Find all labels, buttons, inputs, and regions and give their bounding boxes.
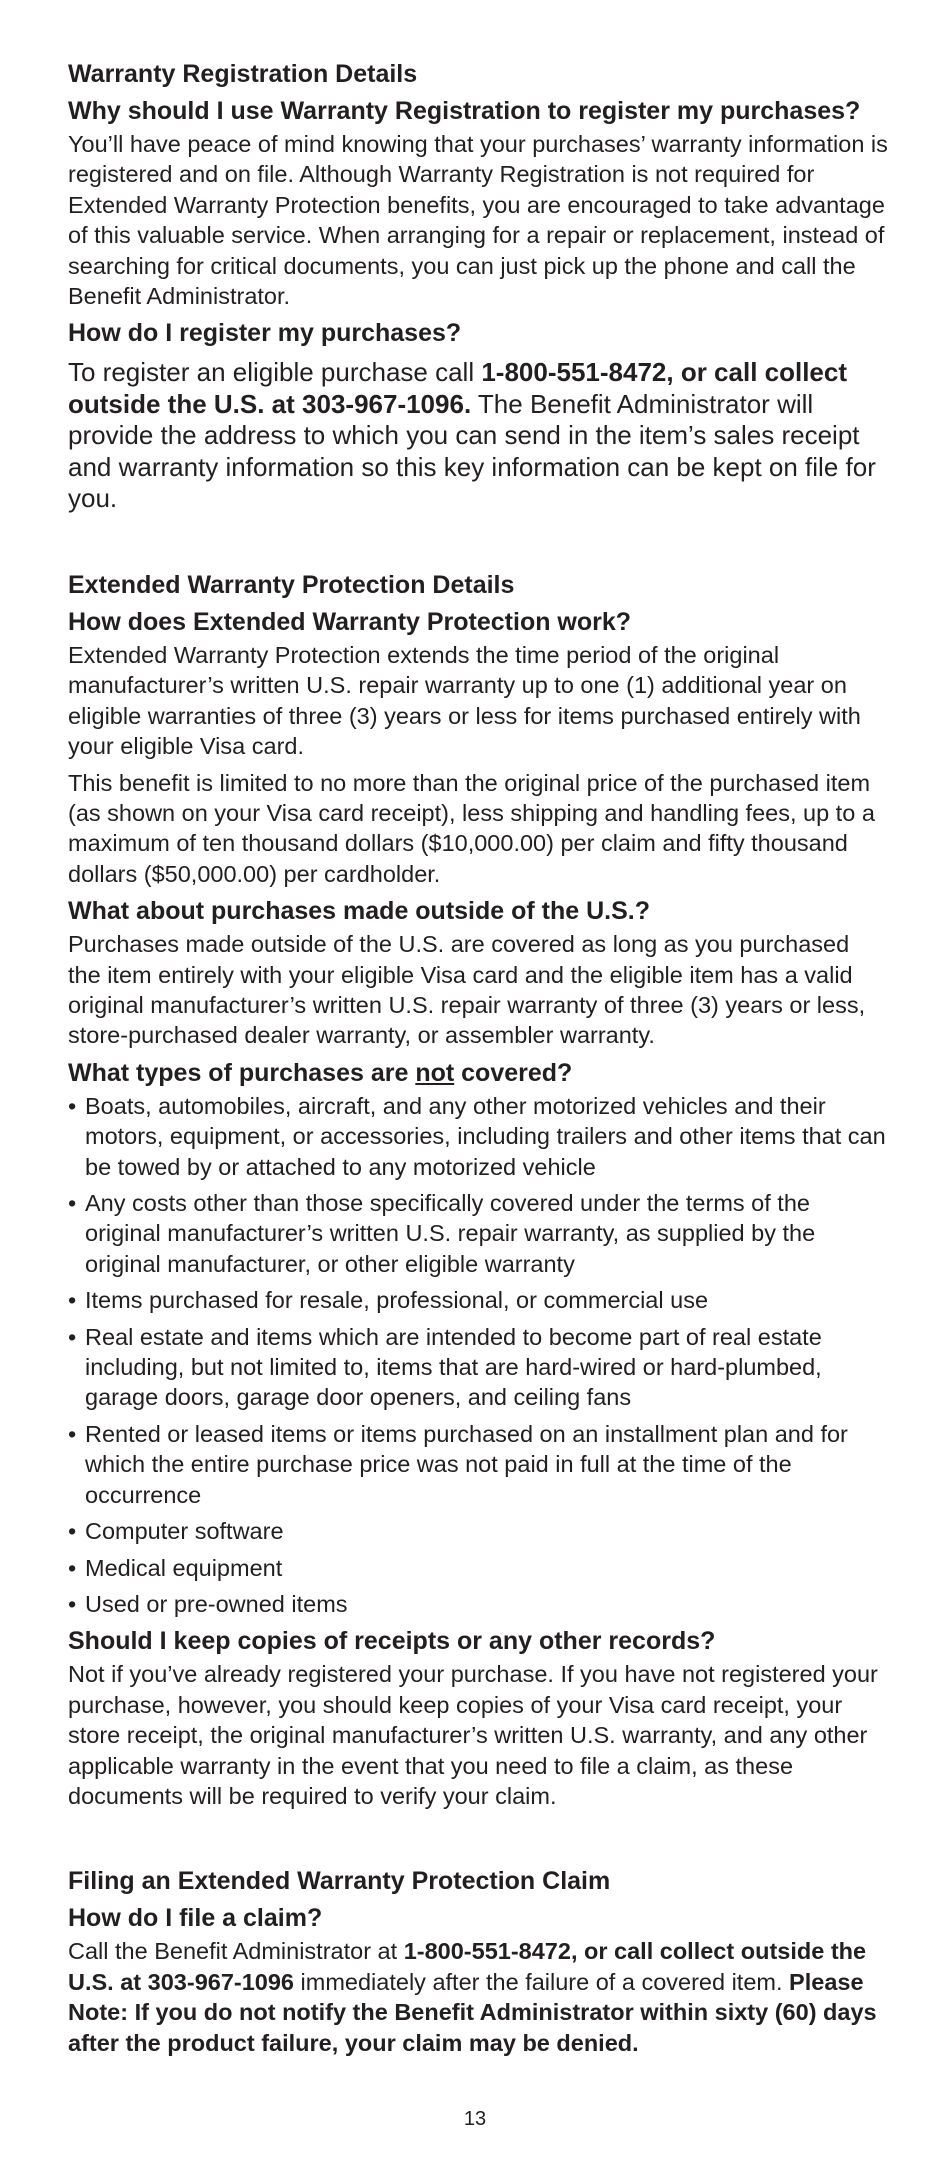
list-item [68, 1091, 888, 1182]
page-number: 13 [463, 2108, 487, 2130]
bullet-icon: • [68, 1518, 77, 1545]
extended-answer-how-works-p1: Extended Warranty Protection extends the time period of the original manufacturer’s written U.S. repair warranty up to one (1) additional year on eligible warranties of three (3) years or less for items purchased entirely with your eligible Visa card. [68, 641, 861, 760]
extended-question-how-works: How does Extended Warranty Protection work? [68, 607, 632, 636]
document-page [68, 58, 888, 2064]
not-covered-list [68, 1091, 888, 1620]
not-covered-question-end: covered? [454, 1058, 573, 1087]
extended-heading: Extended Warranty Protection Details [68, 570, 515, 599]
section-spacer [68, 521, 888, 569]
claim-note: Please Note: If you do not notify the Benefit Administrator within sixty (60) days after the product failure, your claim may be denied. [68, 1968, 877, 2056]
list-item [68, 1285, 888, 1315]
bullet-icon: • [68, 1323, 77, 1350]
claim-answer-rest: immediately after the failure of a covered item. [294, 1968, 783, 1995]
list-item [68, 1419, 888, 1510]
bullet-icon: • [68, 1287, 77, 1314]
extended-question-outside-us: What about purchases made outside of the U.S.? [68, 897, 651, 926]
section-spacer [68, 1817, 888, 1865]
list-item-text: Medical equipment [85, 1554, 283, 1581]
list-item-text: Real estate and items which are intended to become part of real estate including, but not limited to, items that are hard-wired or hard-plumbed, garage doors, garage door openers, and ceiling fans [85, 1323, 822, 1411]
not-covered-emphasis: not [415, 1058, 455, 1087]
registration-phone-numbers: 1-800-551-8472, or call collect outside the U.S. at 303-967-1096. [68, 357, 848, 419]
list-item-text: Boats, automobiles, aircraft, and any other motorized vehicles and their motors, equipment, or accessories, including trailers and other items that can be towed by or attached to any motorized vehicle [85, 1092, 886, 1180]
bullet-icon: • [68, 1554, 77, 1581]
registration-answer-how-intro: To register an eligible purchase call [68, 357, 482, 388]
list-item [68, 1516, 888, 1546]
registration-question-why: Why should I use Warranty Registration to register my purchases? [68, 97, 861, 125]
not-covered-question-start: What types of purchases are [68, 1058, 416, 1087]
claim-answer-intro: Call the Benefit Administrator at [68, 1938, 404, 1965]
list-item [68, 1322, 888, 1413]
registration-answer-how-rest: The Benefit Administrator will provide the address to which you can send in the item’s sales receipt and warranty information so this key information can be kept on file for you. [68, 388, 876, 514]
registration-answer-why: You’ll have peace of mind knowing that your purchases’ warranty information is registered and on file. Although Warranty Registration is not required for Extended Warranty Protection benefits, you are encouraged to take advantage of this valuable service. When arranging for a repair or replacement, instead of searching for critical documents, you can just pick up the phone and call the Benefit Administrator. [68, 131, 888, 310]
extended-question-not-covered [68, 1057, 888, 1089]
registration-question-how: How do I register my purchases? [68, 319, 462, 348]
extended-answer-receipts: Not if you’ve already registered your purchase. If you have not registered your purchase, however, you should keep copies of your Visa card receipt, your store receipt, the original manufacturer’s written U.S. warranty, and any other applicable warranty in the event that you need to file a claim, as these documents will be required to verify your claim. [68, 1661, 878, 1809]
list-item [68, 1553, 888, 1583]
claim-question-file: How do I file a claim? [68, 1904, 323, 1933]
list-item-text: Used or pre-owned items [85, 1590, 348, 1617]
list-item-text: Any costs other than those specifically covered under the terms of the original manufacturer’s written U.S. repair warranty, as supplied by the original manufacturer, or other eligible warranty [85, 1190, 816, 1277]
list-item-text: Rented or leased items or items purchased on an installment plan and for which the entire purchase price was not paid in full at the time of the occurrence [85, 1420, 848, 1508]
bullet-icon: • [68, 1420, 77, 1447]
claim-phone-numbers: 1-800-551-8472, or call collect outside the U.S. at 303-967-1096 [68, 1938, 867, 1995]
registration-answer-how [68, 357, 888, 515]
bullet-icon: • [68, 1092, 77, 1119]
list-item [68, 1188, 888, 1279]
bullet-icon: • [68, 1590, 77, 1617]
extended-answer-how-works-p2: This benefit is limited to no more than the original price of the purchased item (as shown on your Visa card receipt), less shipping and handling fees, up to a maximum of ten thousand dollars ($10,000.00) per claim and fifty thousand dollars ($50,000.00) per cardholder. [68, 769, 875, 887]
bullet-icon: • [68, 1190, 77, 1217]
list-item-text: Items purchased for resale, professional, or commercial use [85, 1287, 709, 1314]
extended-question-receipts: Should I keep copies of receipts or any other records? [68, 1627, 716, 1656]
extended-answer-outside-us: Purchases made outside of the U.S. are covered as long as you purchased the item entirely with your eligible Visa card and the eligible item has a valid original manufacturer’s written U.S. repair warranty of three (3) years or less, store-purchased dealer warranty, or assembler warranty. [68, 931, 866, 1049]
claim-heading: Filing an Extended Warranty Protection Claim [68, 1867, 611, 1896]
list-item-text: Computer software [85, 1518, 284, 1545]
list-item [68, 1589, 888, 1619]
registration-heading: Warranty Registration Details [68, 60, 418, 88]
claim-answer-file [68, 1936, 888, 2058]
